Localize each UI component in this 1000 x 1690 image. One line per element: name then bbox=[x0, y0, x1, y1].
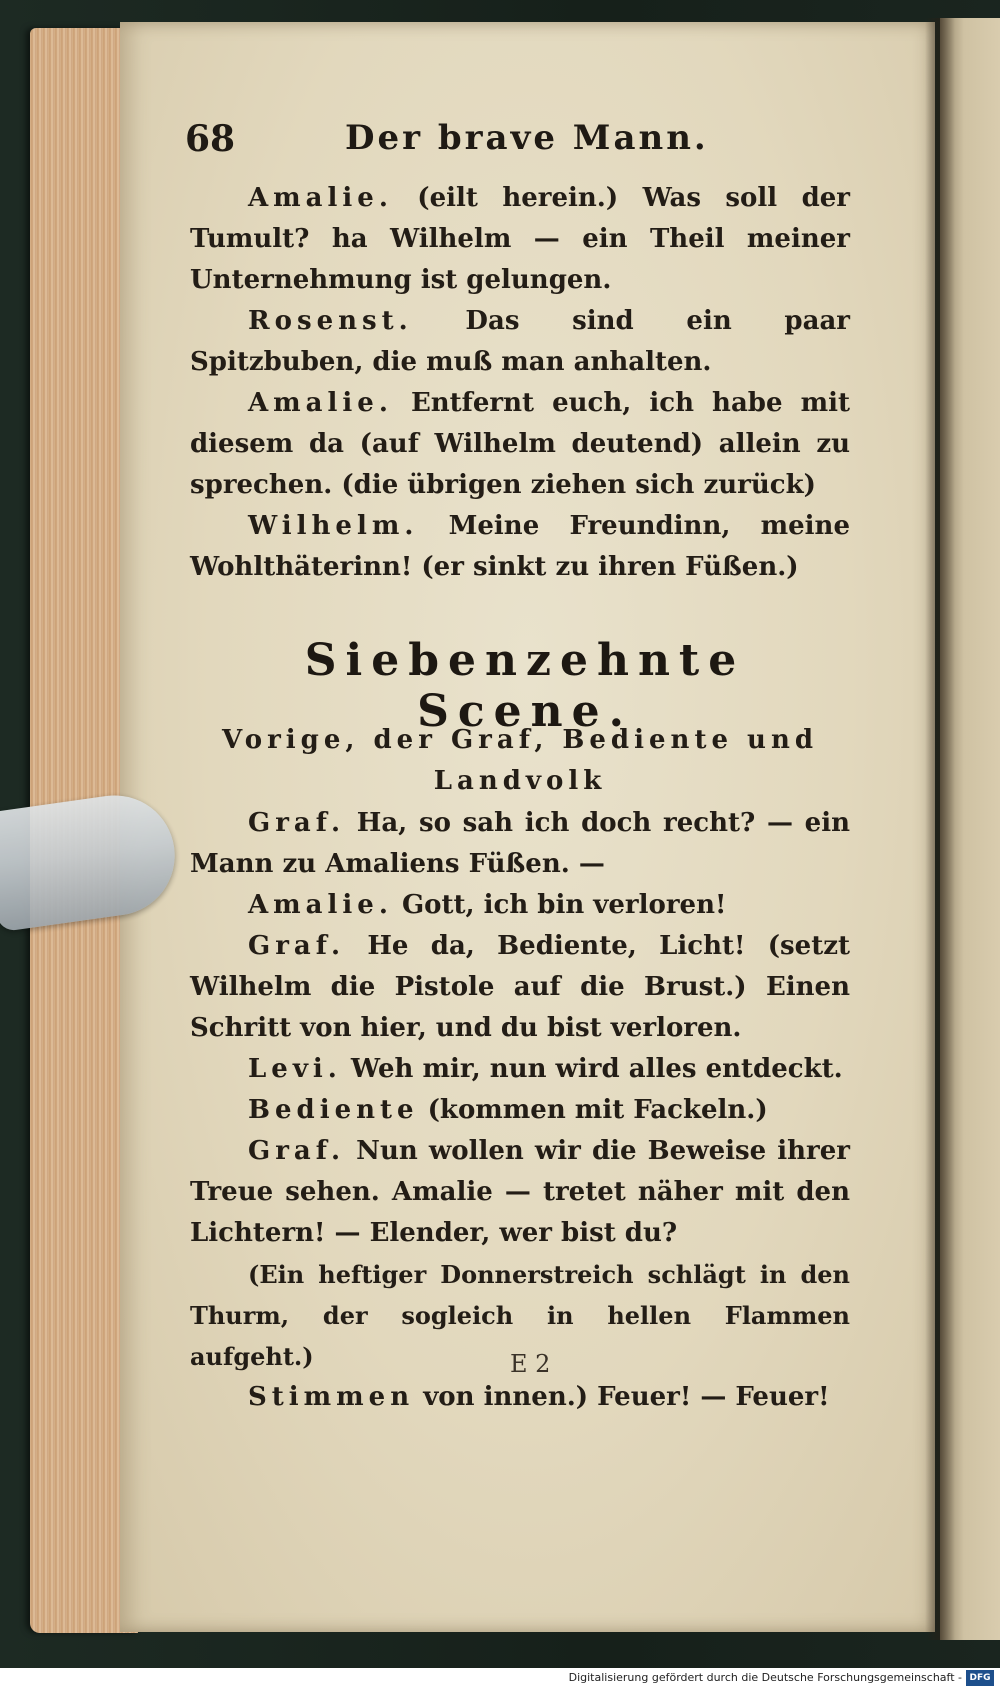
speech-text: Meine Freundinn, meine Wohlthäterinn! (er sinkt zu ihren Füßen.) bbox=[190, 511, 850, 582]
signature-mark: E 2 bbox=[510, 1350, 551, 1378]
dfg-logo-icon: DFG bbox=[966, 1670, 994, 1686]
speaker-name: Amalie. bbox=[248, 183, 393, 213]
speech-line bbox=[190, 1131, 850, 1254]
scene-cast bbox=[190, 720, 850, 802]
speech-text: von innen.) Feuer! — Feuer! bbox=[414, 1382, 830, 1412]
speaker-name: Levi. bbox=[248, 1054, 342, 1084]
speech-line bbox=[190, 506, 850, 588]
speech-text: (kommen mit Fackeln.) bbox=[418, 1095, 768, 1125]
speech-text: Das sind ein paar Spitzbuben, die muß man anhalten. bbox=[190, 306, 850, 377]
speech-line bbox=[190, 885, 850, 926]
speaker-name: Wilhelm. bbox=[248, 511, 419, 541]
speech-line bbox=[190, 1049, 850, 1090]
speech-line bbox=[190, 301, 850, 383]
speaker-name: Amalie. bbox=[248, 388, 393, 418]
speech-text: Gott, ich bin verloren! bbox=[392, 890, 727, 920]
speaker-name: Graf. bbox=[248, 931, 346, 961]
speech-text: Entfernt euch, ich habe mit diesem da (auf Wilhelm deutend) allein zu sprechen. (die übrigen ziehen sich zurück) bbox=[190, 388, 850, 500]
cast-list: Vorige, der Graf, Bediente und Landvolk bbox=[221, 725, 819, 796]
speech-line bbox=[190, 1090, 850, 1131]
speaker-name: Rosenst. bbox=[248, 306, 413, 336]
speaker-name: Graf. bbox=[248, 1136, 346, 1166]
speaker-name: Graf. bbox=[248, 808, 346, 838]
speech-text: He da, Bediente, Licht! (setzt Wilhelm die Pistole auf die Brust.) Einen Schritt von hier, und du bist verloren. bbox=[190, 931, 850, 1043]
speech-text: (eilt herein.) Was soll der Tumult? ha Wilhelm — ein Theil meiner Unternehmung ist gelungen. bbox=[190, 183, 850, 295]
running-head: Der brave Mann. bbox=[345, 118, 709, 158]
speaker-name: Amalie. bbox=[248, 890, 393, 920]
speaker-name: Stimmen bbox=[248, 1382, 415, 1412]
text-block-before-scene bbox=[190, 178, 850, 588]
page-header bbox=[185, 118, 885, 178]
speech-line bbox=[190, 178, 850, 301]
speaker-name: Bediente bbox=[248, 1095, 419, 1125]
speech-line bbox=[190, 926, 850, 1049]
speech-line bbox=[190, 383, 850, 506]
speech-text: Nun wollen wir die Beweise ihrer Treue sehen. Amalie — tretet näher mit den Lichtern! — Elender, wer bist du? bbox=[190, 1136, 850, 1248]
speech-line bbox=[190, 1377, 850, 1418]
speech-text: (Ein heftiger Donnerstreich schlägt in den Thurm, der sogleich in hellen Flammen aufgeht.) bbox=[190, 1260, 850, 1371]
speech-text: Weh mir, nun wird alles entdeckt. bbox=[341, 1054, 843, 1084]
footer-credit: Digitalisierung gefördert durch die Deutsche Forschungsgemeinschaft - bbox=[568, 1671, 962, 1684]
scene-title: Siebenzehnte Scene. bbox=[304, 635, 746, 737]
speech-text: Ha, so sah ich doch recht? — ein Mann zu Amaliens Füßen. — bbox=[190, 808, 850, 879]
text-block-after-scene bbox=[190, 803, 850, 1418]
page-number: 68 bbox=[185, 118, 236, 160]
gutter-shadow bbox=[925, 18, 955, 1640]
speech-line bbox=[190, 803, 850, 885]
